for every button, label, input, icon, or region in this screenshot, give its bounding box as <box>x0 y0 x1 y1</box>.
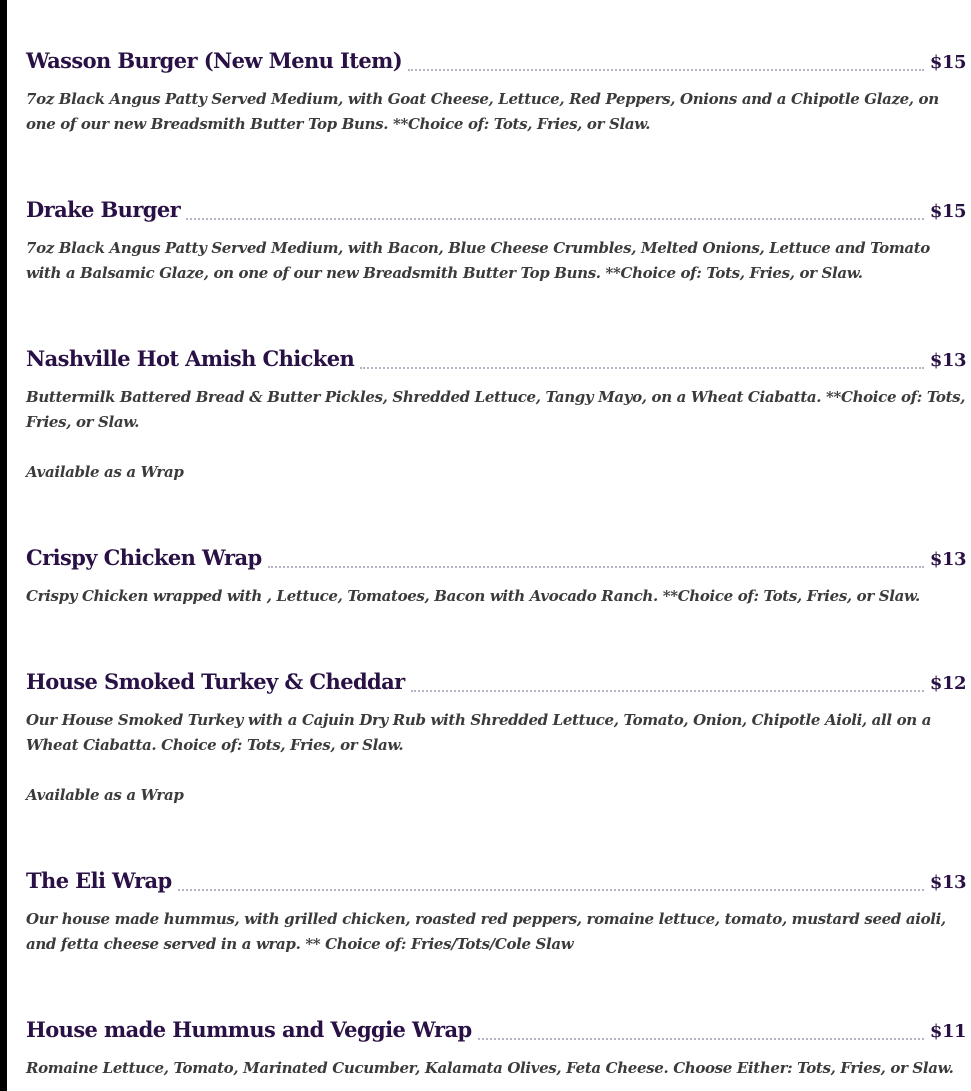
menu-item-description: 7oz Black Angus Patty Served Medium, with Bacon, Blue Cheese Crumbles, Melted Onions, Lettuce and Tomato with a Balsamic Glaze, on one of our new Breadsmith Butter Top Buns. **Choice of: Tots, Fries, or Slaw. <box>26 239 930 282</box>
menu-item-name: Nashville Hot Amish Chicken <box>26 346 355 371</box>
menu-item-description: Romaine Lettuce, Tomato, Marinated Cucumber, Kalamata Olives, Feta Cheese. Choose Either: Tots, Fries, or Slaw. <box>26 1059 954 1077</box>
menu-item-name: House Smoked Turkey & Cheddar <box>26 669 405 694</box>
dotted-leader <box>360 366 924 369</box>
dotted-leader <box>186 217 924 220</box>
menu-item <box>26 343 966 485</box>
menu-item-name: Drake Burger <box>26 197 181 222</box>
menu-item-note: Available as a Wrap <box>26 786 184 804</box>
menu-item-header <box>26 542 966 574</box>
dotted-leader <box>478 1037 924 1040</box>
menu-item-name: House made Hummus and Veggie Wrap <box>26 1017 472 1042</box>
menu-item-header <box>26 194 966 226</box>
dotted-leader <box>178 888 924 891</box>
menu-item-price: $13 <box>929 549 966 570</box>
menu-item-name: Wasson Burger (New Menu Item) <box>26 48 403 73</box>
menu-item <box>26 666 966 808</box>
menu-item-description: 7oz Black Angus Patty Served Medium, with Goat Cheese, Lettuce, Red Peppers, Onions and a Chipotle Glaze, on one of our new Breadsmith Butter Top Buns. **Choice of: Tots, Fries, or Slaw. <box>26 90 939 133</box>
menu-item-note: Available as a Wrap <box>26 463 184 481</box>
menu-item-name: Crispy Chicken Wrap <box>26 545 262 570</box>
menu-item-price: $11 <box>929 1021 966 1042</box>
menu-item-price: $15 <box>929 201 966 222</box>
menu-item-header <box>26 1014 966 1046</box>
dotted-leader <box>411 689 924 692</box>
dotted-leader <box>268 565 924 568</box>
menu-item-description: Buttermilk Battered Bread & Butter Pickles, Shredded Lettuce, Tangy Mayo, on a Wheat Ciabatta. **Choice of: Tots, Fries, or Slaw. <box>26 388 966 431</box>
menu-item-description: Crispy Chicken wrapped with , Lettuce, Tomatoes, Bacon with Avocado Ranch. **Choice of: Tots, Fries, or Slaw. <box>26 587 920 605</box>
menu-item <box>26 45 966 137</box>
menu-item-price: $13 <box>929 350 966 371</box>
menu-item-description: Our House Smoked Turkey with a Cajuin Dry Rub with Shredded Lettuce, Tomato, Onion, Chipotle Aioli, all on a Wheat Ciabatta. Choice of: Tots, Fries, or Slaw. <box>26 711 932 754</box>
menu-item-price: $13 <box>929 872 966 893</box>
menu-item-header <box>26 666 966 698</box>
menu-item-header <box>26 865 966 897</box>
menu-item-description: Our house made hummus, with grilled chicken, roasted red peppers, romaine lettuce, tomato, mustard seed aioli, and fetta cheese served in a wrap. ** Choice of: Fries/Tots/Cole Slaw <box>26 910 946 953</box>
dotted-leader <box>408 68 924 71</box>
menu-item <box>26 1014 966 1081</box>
menu-item <box>26 542 966 609</box>
menu-item-price: $12 <box>929 673 966 694</box>
menu-item-name: The Eli Wrap <box>26 868 172 893</box>
menu-item <box>26 865 966 957</box>
menu-item-header <box>26 343 966 375</box>
left-edge-bar <box>0 0 7 1091</box>
menu-item-header <box>26 45 966 77</box>
menu-item-price: $15 <box>929 52 966 73</box>
menu-item <box>26 194 966 286</box>
